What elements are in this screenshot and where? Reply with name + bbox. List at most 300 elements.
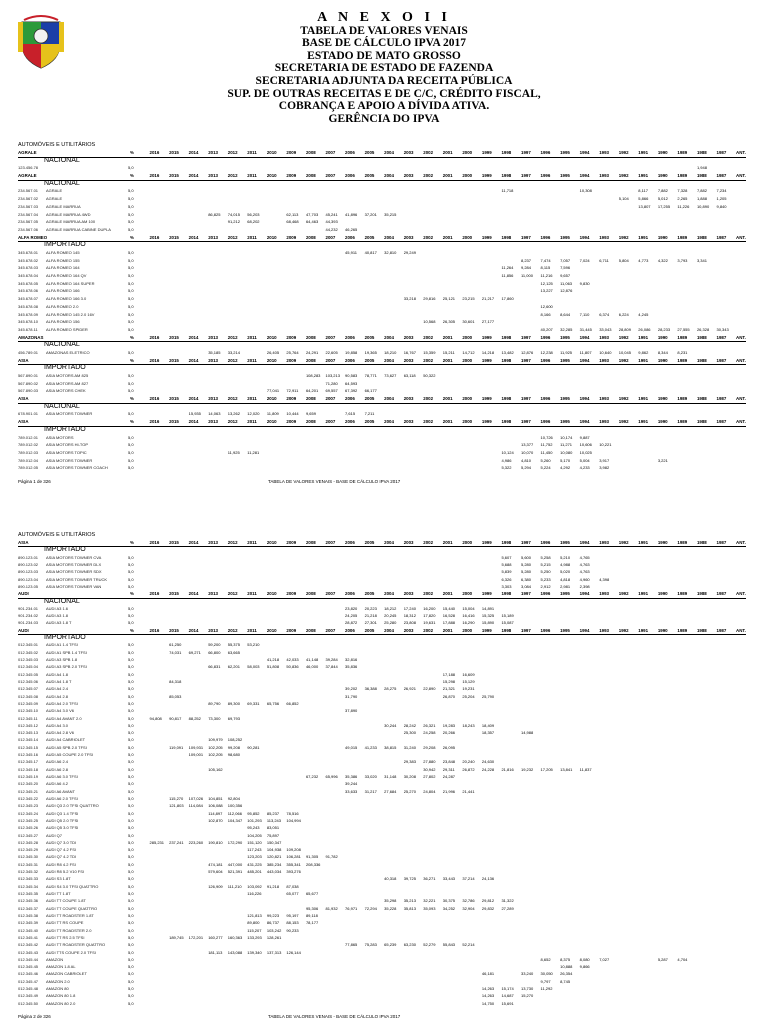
table-row — [0, 679, 768, 686]
value-cell: 4,773 — [638, 257, 649, 263]
model-name: AMAZON 80 1.8 — [46, 993, 76, 999]
section-title: NACIONAL — [44, 341, 80, 349]
column-header: 2016 — [149, 591, 160, 597]
column-header: 2001 — [442, 357, 453, 363]
column-header: 2013 — [208, 234, 218, 240]
model-name: AMAZON — [46, 956, 64, 962]
value-cell: 24,804 — [423, 788, 436, 794]
model-name: ASIA MOTORS TOPIC — [46, 449, 87, 455]
model-name: AUDI A3 1.8 — [46, 613, 69, 619]
rate-cell: 5,0 — [128, 203, 134, 209]
value-cell: 108,252 — [227, 737, 243, 743]
model-code: 890.123.05 — [18, 583, 39, 589]
value-cell: 104,205 — [247, 832, 262, 838]
value-cell: 26,328 — [696, 326, 710, 332]
model-code: 789.012.04 — [18, 457, 39, 463]
column-header: 2015 — [169, 627, 179, 633]
value-cell: 11,925 — [560, 349, 573, 355]
value-cell: 20,245 — [384, 613, 397, 619]
value-cell: 17,888 — [442, 620, 456, 626]
column-header: 2016 — [149, 150, 160, 155]
column-header: 2013 — [208, 357, 218, 363]
value-cell: 237,241 — [169, 839, 184, 845]
rate-cell: 5,0 — [128, 993, 134, 999]
column-header: 2014 — [188, 234, 199, 240]
model-name: AUDI TT COUPE QUATTRO — [46, 905, 98, 911]
value-cell: 25,790 — [481, 693, 495, 699]
column-header: 2013 — [208, 396, 218, 402]
model-code: 012.345.23 — [18, 803, 39, 809]
value-cell: 27,177 — [481, 319, 495, 325]
value-cell: 23,848 — [442, 759, 456, 765]
column-header: 1992 — [618, 591, 629, 597]
column-header: % — [130, 540, 134, 545]
column-header: 2002 — [423, 357, 434, 363]
value-cell: 73,627 — [384, 373, 397, 379]
model-code: 012.345.50 — [18, 1000, 39, 1006]
table-row — [0, 979, 768, 986]
value-cell: 126,909 — [208, 883, 223, 889]
column-header: 2004 — [384, 591, 394, 597]
value-cell: 41,233 — [364, 744, 377, 750]
rate-cell: 5,0 — [128, 832, 134, 838]
column-header: 2007 — [325, 150, 336, 155]
column-header: 2004 — [384, 173, 394, 179]
value-cell: 45,911 — [345, 249, 357, 255]
model-code: 012.345.31 — [18, 861, 39, 867]
value-cell: 21,217 — [481, 296, 495, 302]
value-cell: 64,463 — [305, 219, 319, 225]
table-row — [0, 942, 768, 949]
model-code: 012.345.08 — [18, 693, 39, 699]
value-cell: 15,359 — [423, 349, 436, 355]
value-cell: 126,144 — [286, 949, 301, 955]
column-header: 2001 — [442, 419, 453, 425]
model-code: 012.345.40 — [18, 927, 39, 933]
column-header: 2011 — [247, 334, 257, 340]
column-header: 2010 — [266, 150, 277, 155]
section-divider — [18, 598, 746, 599]
column-header: 1996 — [540, 334, 551, 340]
value-cell: 41,148 — [305, 657, 319, 662]
value-cell: 37,214 — [462, 876, 475, 882]
rate-cell: 5,0 — [128, 465, 134, 471]
rate-cell: 5,0 — [128, 752, 134, 758]
table-row — [0, 227, 768, 234]
column-header: 2014 — [188, 591, 199, 597]
model-name: AUDI A4 3.0 V6 — [46, 708, 75, 714]
column-header: 2009 — [286, 234, 297, 240]
table-row — [0, 811, 768, 818]
column-header: 1989 — [677, 591, 688, 597]
column-header: 1987 — [716, 627, 727, 633]
table-row — [0, 818, 768, 825]
model-code: 012.345.13 — [18, 730, 39, 736]
column-header: 1995 — [560, 173, 570, 179]
value-cell: 2,912 — [540, 583, 551, 589]
model-code: 012.345.11 — [18, 715, 38, 721]
column-header: 1997 — [521, 150, 531, 155]
column-header: 2012 — [227, 234, 238, 240]
value-cell: 3,303 — [501, 583, 512, 589]
column-header: % — [130, 334, 134, 340]
column-header: 2001 — [442, 540, 453, 545]
value-cell: 2,265 — [677, 196, 688, 202]
rate-cell: 5,0 — [128, 561, 134, 567]
value-cell: 393,276 — [286, 869, 301, 875]
value-cell: 11,000 — [521, 273, 533, 279]
value-cell: 285,231 — [149, 839, 165, 845]
column-header: 1999 — [481, 540, 492, 545]
value-cell: 26,405 — [266, 349, 280, 355]
table-row — [0, 723, 768, 730]
value-cell: 137,313 — [266, 949, 282, 955]
column-header: 2008 — [305, 150, 316, 155]
value-cell: 35,213 — [403, 898, 416, 904]
table-row — [0, 796, 768, 803]
column-header: ANT. — [736, 334, 746, 340]
value-cell: 71,280 — [325, 380, 338, 386]
model-name: ASIA MOTORS CHEK — [46, 388, 86, 394]
value-cell: 16,528 — [442, 613, 456, 619]
value-cell: 16,200 — [423, 605, 436, 611]
value-cell: 172,201 — [188, 934, 204, 940]
column-header: 2012 — [227, 540, 238, 545]
column-header: 2012 — [227, 150, 238, 155]
value-cell: 29,812 — [481, 898, 495, 904]
column-header: 2000 — [462, 357, 473, 363]
column-header: 1991 — [638, 591, 649, 597]
value-cell: 94,808 — [149, 715, 162, 721]
value-cell: 91,218 — [266, 883, 280, 889]
column-header: 2015 — [169, 591, 179, 597]
value-cell: 4,763 — [579, 561, 590, 567]
column-header: 2014 — [188, 396, 199, 402]
rate-cell: 5,0 — [128, 956, 134, 962]
column-header: 1990 — [657, 627, 668, 633]
value-cell: 4,988 — [560, 561, 571, 567]
value-cell: 44,232 — [325, 226, 338, 232]
value-cell: 83,051 — [266, 825, 280, 831]
value-cell: 4,233 — [579, 465, 590, 471]
column-header: ANT. — [736, 396, 746, 402]
value-cell: 74,031 — [169, 649, 182, 655]
column-header: 2010 — [266, 591, 277, 597]
value-cell: 40,318 — [384, 876, 397, 882]
column-header: 1995 — [560, 150, 570, 155]
column-header: 2009 — [286, 419, 297, 425]
value-cell: 103,242 — [266, 927, 282, 933]
column-header: 1994 — [579, 540, 590, 545]
value-cell: 55,843 — [442, 942, 456, 948]
value-cell: 14,988 — [521, 730, 534, 736]
value-cell: 6,326 — [501, 576, 512, 582]
rate-cell: 5,0 — [128, 847, 134, 853]
model-code: 012.345.19 — [18, 774, 39, 779]
rate-cell: 5,0 — [128, 795, 134, 801]
value-cell: 38,815 — [384, 744, 397, 750]
column-header: 1994 — [579, 150, 590, 155]
rate-cell: 5,0 — [128, 905, 134, 911]
model-name: AUDI TT RS COUPE — [46, 920, 84, 926]
value-cell: 55,375 — [227, 642, 240, 648]
column-header: % — [130, 627, 134, 633]
rate-cell: 5,0 — [128, 442, 134, 448]
value-cell: 117,243 — [247, 847, 262, 853]
value-cell: 3,221 — [657, 457, 668, 463]
column-header: % — [130, 396, 134, 402]
value-cell: 62,113 — [286, 211, 299, 217]
table-row — [0, 964, 768, 971]
value-cell: 7,211 — [364, 411, 375, 417]
section-divider — [18, 426, 746, 427]
table-row — [0, 435, 768, 442]
value-cell: 5,287 — [657, 956, 668, 962]
column-header: 2003 — [403, 540, 414, 545]
value-cell: 579,604 — [208, 869, 223, 875]
value-cell: 223,260 — [188, 839, 204, 845]
value-cell: 11,752 — [540, 442, 553, 448]
model-name: ASIA MOTORS TOWNER COACH — [46, 465, 108, 471]
value-cell: 17,860 — [501, 296, 514, 302]
column-header: 2011 — [247, 357, 257, 363]
value-cell: 121,813 — [247, 912, 262, 918]
value-cell: 8,375 — [560, 956, 571, 962]
rate-cell: 5,0 — [128, 810, 134, 816]
value-cell: 5,280 — [521, 569, 532, 575]
column-header: 1988 — [696, 591, 707, 597]
value-cell: 431,225 — [247, 861, 262, 867]
column-header: 1997 — [521, 173, 531, 179]
value-cell: 15,890 — [481, 620, 495, 626]
value-cell: 32,810 — [384, 249, 397, 255]
table-row — [0, 458, 768, 465]
table-row — [0, 920, 768, 927]
value-cell: 104,851 — [208, 795, 223, 801]
column-header: 2012 — [227, 591, 238, 597]
value-cell: 37,844 — [325, 664, 338, 670]
value-cell: 7,328 — [677, 188, 688, 194]
column-header: 2000 — [462, 334, 473, 340]
model-code: 012.345.32 — [18, 869, 39, 875]
model-code: 890.123.04 — [18, 576, 39, 582]
column-header: 2014 — [188, 357, 199, 363]
column-header: 2011 — [247, 591, 257, 597]
rate-cell: 5,0 — [128, 434, 134, 440]
value-cell: 62,201 — [227, 664, 240, 670]
table-row — [0, 752, 768, 759]
rate-cell: 5,0 — [128, 964, 134, 970]
value-cell: 15,004 — [462, 605, 475, 611]
column-header: 1997 — [521, 591, 531, 597]
value-cell: 160,277 — [208, 934, 223, 940]
column-header: 1997 — [521, 627, 531, 633]
value-cell: 27,555 — [677, 326, 690, 332]
rate-cell: 5,0 — [128, 226, 134, 232]
value-cell: 31,445 — [579, 326, 592, 332]
value-cell: 4,704 — [677, 956, 688, 962]
rate-cell: 5,0 — [128, 664, 134, 670]
brand-label: ASIA — [18, 540, 29, 545]
value-cell: 7,474 — [540, 257, 551, 263]
value-cell: 13,807 — [638, 203, 651, 209]
value-cell: 73,300 — [208, 715, 221, 721]
column-header: 1993 — [599, 234, 609, 240]
column-header: 1990 — [657, 540, 668, 545]
column-header: 2011 — [247, 234, 257, 240]
value-cell: 59,200 — [208, 642, 221, 648]
table-row — [0, 442, 768, 449]
column-header: 1996 — [540, 627, 551, 633]
model-name: AUDI A6 3.0 TFSI — [46, 774, 78, 779]
value-cell: 115,270 — [169, 795, 184, 801]
model-name: AUDI A4 2.8 V6 — [46, 730, 75, 736]
column-header: 2003 — [403, 591, 414, 597]
column-header: 2016 — [149, 234, 160, 240]
value-cell: 68,202 — [247, 219, 260, 225]
value-cell: 5,215 — [540, 561, 551, 567]
value-cell: 4,810 — [521, 457, 532, 463]
value-cell: 15,174 — [501, 986, 514, 992]
column-header: 1997 — [521, 234, 531, 240]
value-cell: 4,765 — [579, 554, 590, 560]
rate-cell: 5,0 — [128, 934, 134, 940]
value-cell: 128,261 — [266, 934, 282, 940]
value-cell: 31,148 — [384, 774, 397, 779]
model-name: ALFA ROMEO 166 — [46, 288, 80, 294]
value-cell: 119,091 — [169, 744, 184, 750]
value-cell: 33,633 — [345, 788, 358, 794]
model-name: ASIA MOTORS HI-TOP — [46, 442, 89, 448]
value-cell: 15,129 — [462, 678, 475, 684]
rate-cell: 5,0 — [128, 388, 134, 394]
value-cell: 12,876 — [560, 288, 573, 294]
column-header: 1988 — [696, 150, 707, 155]
rate-cell: 5,0 — [128, 280, 134, 286]
value-cell: 7,615 — [345, 411, 356, 417]
value-cell: 12,876 — [521, 349, 534, 355]
value-cell: 52,214 — [462, 942, 475, 948]
value-cell: 190,810 — [208, 839, 223, 845]
value-cell: 88,153 — [286, 920, 299, 926]
header-line: SECRETARIA DE ESTADO DE FAZENDA — [274, 62, 494, 75]
value-cell: 5,258 — [540, 554, 551, 560]
column-header: 2003 — [403, 234, 414, 240]
value-cell: 3,341 — [696, 257, 707, 263]
value-cell: 11,226 — [677, 203, 690, 209]
column-header: 1996 — [540, 357, 551, 363]
rate-cell: 5,0 — [128, 411, 134, 417]
value-cell: 14,063 — [208, 411, 221, 417]
table-row — [0, 650, 768, 657]
column-header: 2006 — [345, 150, 355, 155]
column-header: 1991 — [638, 396, 649, 402]
value-cell: 13,262 — [227, 411, 240, 417]
brand-label: AGRALE — [18, 173, 37, 179]
column-header: 1993 — [599, 591, 609, 597]
column-header: 1995 — [560, 396, 570, 402]
model-name: AMAZON CABRIOLET — [46, 971, 87, 977]
value-cell: 56,203 — [247, 211, 260, 217]
value-cell: 37,890 — [345, 708, 358, 714]
column-header: 1990 — [657, 396, 668, 402]
value-cell: 65,996 — [325, 774, 338, 779]
value-cell: 9,797 — [540, 978, 551, 984]
section-title: IMPORTADO — [44, 546, 86, 554]
value-cell: 8,237 — [521, 257, 532, 263]
model-name: ALFA ROMEO 156 — [46, 319, 80, 325]
model-code: 901.234.01 — [18, 605, 39, 611]
value-cell: 69,331 — [247, 700, 260, 706]
column-header: 2016 — [149, 173, 160, 179]
column-header: 2014 — [188, 150, 199, 155]
value-cell: 10,726 — [540, 434, 553, 440]
column-header: 1995 — [560, 419, 570, 425]
section-title: IMPORTADO — [44, 364, 86, 372]
column-header: 2010 — [266, 419, 277, 425]
table-row — [0, 188, 768, 195]
column-header: 1990 — [657, 150, 668, 155]
column-header: 2005 — [364, 173, 375, 179]
rate-cell: 5,0 — [128, 380, 134, 386]
column-header: 2015 — [169, 396, 179, 402]
column-header: 1987 — [716, 357, 727, 363]
table-row — [0, 708, 768, 715]
column-header: 1999 — [481, 396, 492, 402]
model-code: 012.345.33 — [18, 876, 39, 882]
value-cell: 18,357 — [481, 730, 495, 736]
value-cell: 4,245 — [638, 311, 649, 317]
table-row — [0, 891, 768, 898]
value-cell: 3,982 — [599, 465, 610, 471]
column-header: 1994 — [579, 334, 590, 340]
column-header: 1987 — [716, 234, 727, 240]
value-cell: 21,441 — [462, 788, 475, 794]
value-cell: 150,347 — [266, 839, 282, 845]
column-header: 2015 — [169, 357, 179, 363]
value-cell: 16,290 — [462, 620, 475, 626]
rate-cell: 5,0 — [128, 311, 134, 317]
value-cell: 31,790 — [345, 693, 358, 699]
value-cell: 4,763 — [579, 569, 590, 575]
value-cell: 85,237 — [266, 810, 280, 816]
column-header: 1994 — [579, 234, 590, 240]
table-row — [0, 613, 768, 620]
model-code: 012.345.09 — [18, 700, 39, 706]
value-cell: 5,020 — [560, 569, 571, 575]
value-cell: 109,979 — [208, 737, 223, 743]
brand-label: ASIA — [18, 396, 29, 402]
column-header: % — [130, 150, 134, 155]
value-cell: 9,657 — [560, 273, 571, 279]
model-name: ALFA ROMEO 164 SUPER — [46, 280, 95, 286]
model-name: AUDI A6 2.4 — [46, 759, 69, 765]
value-cell: 14,218 — [481, 349, 495, 355]
value-cell: 5,600 — [521, 554, 532, 560]
model-name: AUDI Q7 4.2 TDI — [46, 854, 77, 860]
table-row — [0, 774, 768, 781]
value-cell: 51,808 — [266, 664, 280, 670]
value-cell: 20,266 — [442, 730, 456, 736]
column-header: 1992 — [618, 357, 629, 363]
column-header: 2003 — [403, 334, 414, 340]
value-cell: 35,093 — [423, 905, 436, 911]
column-header: 1998 — [501, 591, 512, 597]
table-row — [0, 1001, 768, 1008]
value-cell: 15,189 — [501, 613, 514, 619]
rate-cell: 5,0 — [128, 715, 134, 721]
value-cell: 18,243 — [462, 722, 475, 728]
